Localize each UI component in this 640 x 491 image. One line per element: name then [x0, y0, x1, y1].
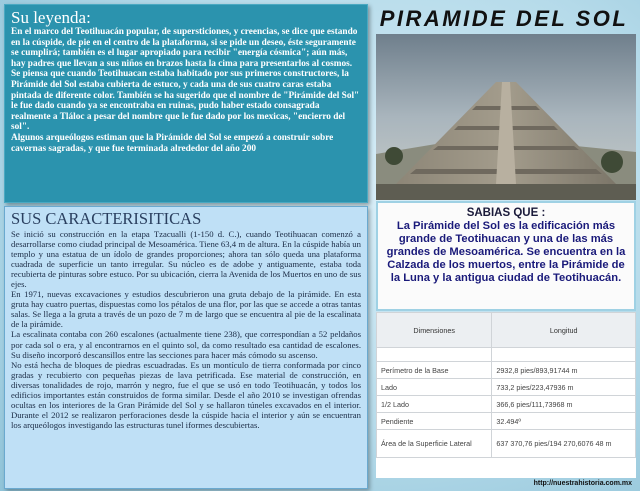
table-row	[377, 379, 636, 396]
legend-panel	[4, 4, 368, 203]
table-cell-label: Pendiente	[377, 413, 492, 430]
table-header-length: Longitud	[492, 313, 636, 348]
pyramid-photo	[376, 34, 636, 200]
characteristics-heading: SUS CARACTERISITICAS	[11, 209, 202, 228]
source-url: http://nuestrahistoria.com.mx	[533, 480, 632, 487]
pyramid-illustration	[376, 34, 636, 200]
dimensions-table	[376, 312, 636, 458]
table-cell-value: 2932,8 pies/893,91744 m	[492, 362, 636, 379]
table-cell-label: Área de la Superficie Lateral	[377, 430, 492, 458]
legend-paragraph-1: En el marco del Teotihuacán popular, de supersticiones, y creencias, se dice que estando en la cúspide, de pie en el centro de la plataforma, si se pide un deseo, éste seguramente se cumplirá; también es el lugar apropiado para recibir "energía cósmica"; aún más, hay padres que llevan a sus niños en brazos hasta la cima para presentarlos al cosmos.	[11, 27, 358, 69]
table-row-spacer	[377, 348, 636, 362]
did-you-know-heading: SABIAS QUE :	[466, 207, 546, 219]
characteristics-paragraph-4: No está hecha de bloques de piedras escuadradas. Es un montículo de tierra conformada por cinco gradas y recubierto con pequeñas piezas de lava petrificada. Ese material de construcción, en diversas tonalidades de rojo, marrón y negro, fue el que se usó en todo Teotihuacán, y todos los edificios importantes están construidos de forma similar. Desde el año 2010 se investigan ofrendas ocultas en los interiores de la Gran Pirámide del Sol y se hallaron túneles excavados en el interior. Durante el 2012 se realizaron perforaciones desde la cúspide hacia el interior y aún se encuentran los arqueólogos investigando las estructuras tunel iformes descubiertas.	[11, 359, 361, 430]
legend-heading: Su leyenda:	[11, 8, 91, 27]
table-header-dimensions: Dimensiones	[377, 313, 492, 348]
page-title: PIRAMIDE DEL SOL	[379, 6, 629, 31]
table-row	[377, 413, 636, 430]
table-cell-value: 733,2 pies/223,47936 m	[492, 379, 636, 396]
dimensions-table-container	[376, 312, 636, 478]
table-cell-label: 1/2 Lado	[377, 396, 492, 413]
table-row	[377, 396, 636, 413]
table-cell-value: 366,6 pies/111,73968 m	[492, 396, 636, 413]
characteristics-paragraph-2: En 1971, nuevas excavaciones y estudios descubrieron una gruta debajo de la pirámide. En esta gruta hay cuatro puertas, dispuestas como los pétalos de una flor, por las que se accede a otras tantas salas. Se llega a la gruta a través de un pozo de 7 m de largo que se encuentra al pie de la escalinata de la pirámide.	[11, 289, 361, 330]
characteristics-panel	[4, 206, 368, 489]
did-you-know-text: La Pirámide del Sol es la edificación más grande de Teotihuacan y una de las más grandes de Mesoamérica. Se encuentra en la Calzada de los muertos, entre la Pirámide de la Luna y la antigua ciudad de Teotihuacán.	[386, 220, 626, 284]
table-cell-value: 637 370,76 pies/194 270,6076 48 m	[492, 430, 636, 458]
table-header-row	[377, 313, 636, 348]
table-cell-value: 32.494º	[492, 413, 636, 430]
did-you-know-box	[376, 201, 636, 311]
table-cell-label: Perímetro de la Base	[377, 362, 492, 379]
table-cell-label: Lado	[377, 379, 492, 396]
table-row	[377, 430, 636, 458]
characteristics-paragraph-1: Se inició su construcción en la etapa Tzacualli (1-150 d. C.), cuando Teotihuacan comenzó a desarrollarse como ciudad principal de Mesoamérica. Tiene 63,4 m de altura. En la cúspide había un templo y una estatua de un ídolo de grandes proporciones; ahora tan sólo queda una plataforma cuadrada de superficie un tanto irregular. Su núcleo es de adobe y antiguamente, estaba toda recubierta de pinturas sobre estuco. Por su ubicación, cierra la Avenida de los Muertos en uno de sus ejes.	[11, 229, 361, 290]
legend-paragraph-3: Algunos arqueólogos estiman que la Pirámide del Sol se empezó a construir sobre cavernas sagradas, y que fue terminada alrededor del año 200	[11, 132, 334, 154]
legend-paragraph-2: Se piensa que cuando Teotihuacan estaba habitado por sus primeros constructores, la Pirámide del Sol estaba cubierta de estuco, y cada una de sus cuatro caras estaba pintada de diferente color. También se ha sugerido que el nombre de "Pirámide del Sol" le fue dado cuando ya se encontraba en ruinas, pudo haber estado consagrada realmente a Tláloc a pesar del nombre que le fue dado por los mexicas, "encierro del sol".	[11, 69, 360, 133]
table-row	[377, 362, 636, 379]
characteristics-paragraph-3: La escalinata contaba con 260 escalones (actualmente tiene 238), que correspondían a 52 peldaños por cada sol o era, y al encontrarnos en el quinto sol, da como resultado esa cantidad de escalones. Su diseño incorporó descansillos entre las secciones para hacer más cómodo su ascenso.	[11, 329, 361, 360]
